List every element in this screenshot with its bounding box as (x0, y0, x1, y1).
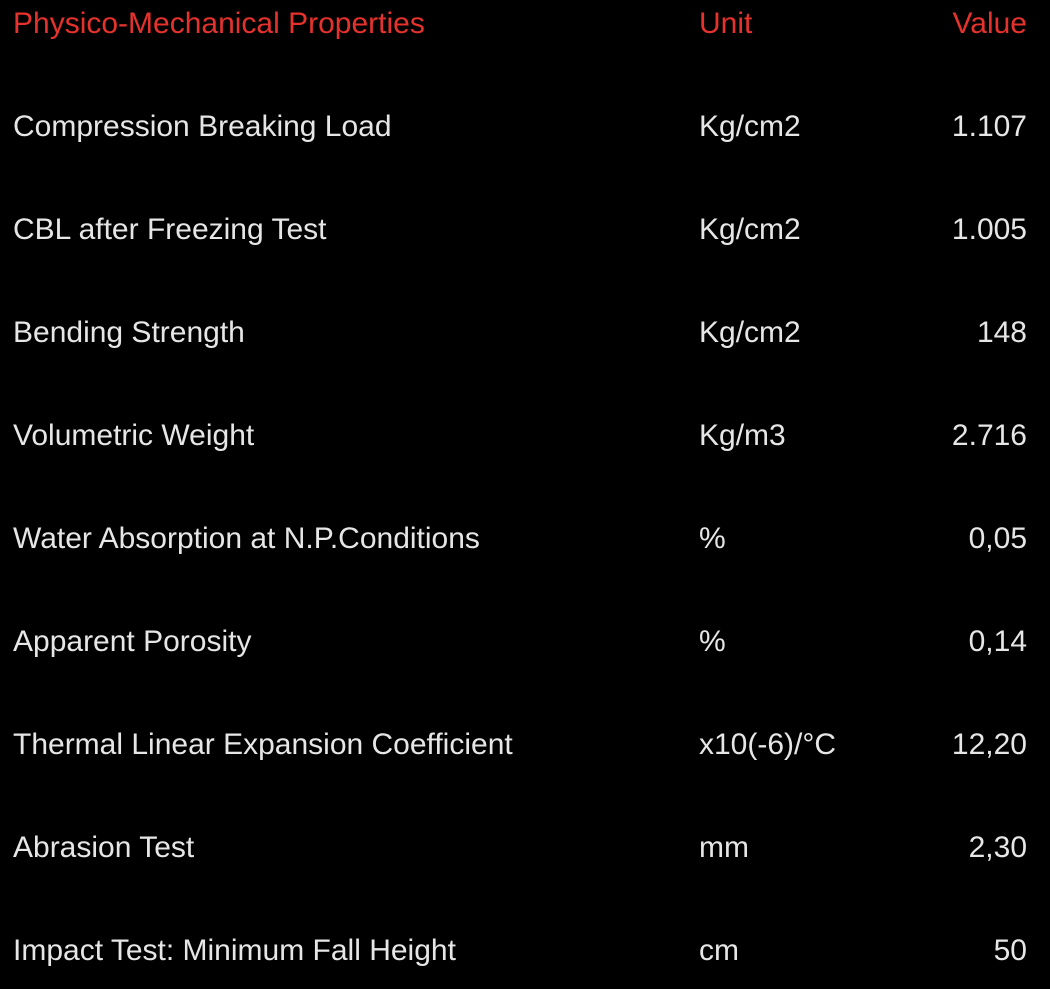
table-row (0, 303, 1050, 363)
table-row (0, 509, 1050, 569)
row-unit: % (699, 522, 726, 555)
row-property: Compression Breaking Load (13, 110, 392, 143)
header-property: Physico-Mechanical Properties (13, 7, 425, 40)
table-row (0, 612, 1050, 672)
row-unit: % (699, 625, 726, 658)
row-value: 2.716 (951, 419, 1027, 452)
table-row (0, 715, 1050, 775)
table-row (0, 97, 1050, 157)
row-property: Water Absorption at N.P.Conditions (13, 522, 480, 555)
row-value: 12,20 (951, 728, 1027, 761)
row-unit: Kg/cm2 (699, 316, 801, 349)
row-unit: Kg/cm2 (699, 213, 801, 246)
table-row (0, 921, 1050, 981)
row-unit: mm (699, 831, 749, 864)
header-unit: Unit (699, 7, 753, 40)
row-property: Volumetric Weight (13, 419, 255, 452)
row-property: CBL after Freezing Test (13, 213, 327, 246)
table-row (0, 200, 1050, 260)
row-property: Impact Test: Minimum Fall Height (13, 934, 456, 967)
row-value: 0,05 (968, 522, 1027, 555)
row-unit: Kg/cm2 (699, 110, 801, 143)
table-header-row (0, 0, 1050, 54)
row-unit: Kg/m3 (699, 419, 786, 452)
header-value: Value (952, 7, 1027, 40)
row-value: 0,14 (968, 625, 1027, 658)
row-unit: cm (699, 934, 739, 967)
row-property: Apparent Porosity (13, 625, 252, 658)
row-value: 1.107 (951, 110, 1027, 143)
table-row (0, 406, 1050, 466)
table-row (0, 818, 1050, 878)
row-value: 50 (993, 934, 1027, 967)
row-value: 2,30 (968, 831, 1027, 864)
row-property: Thermal Linear Expansion Coefficient (13, 728, 513, 761)
row-value: 148 (976, 316, 1027, 349)
row-value: 1.005 (951, 213, 1027, 246)
row-property: Bending Strength (13, 316, 245, 349)
row-unit: x10(-6)/°C (699, 728, 837, 761)
row-property: Abrasion Test (13, 831, 195, 864)
